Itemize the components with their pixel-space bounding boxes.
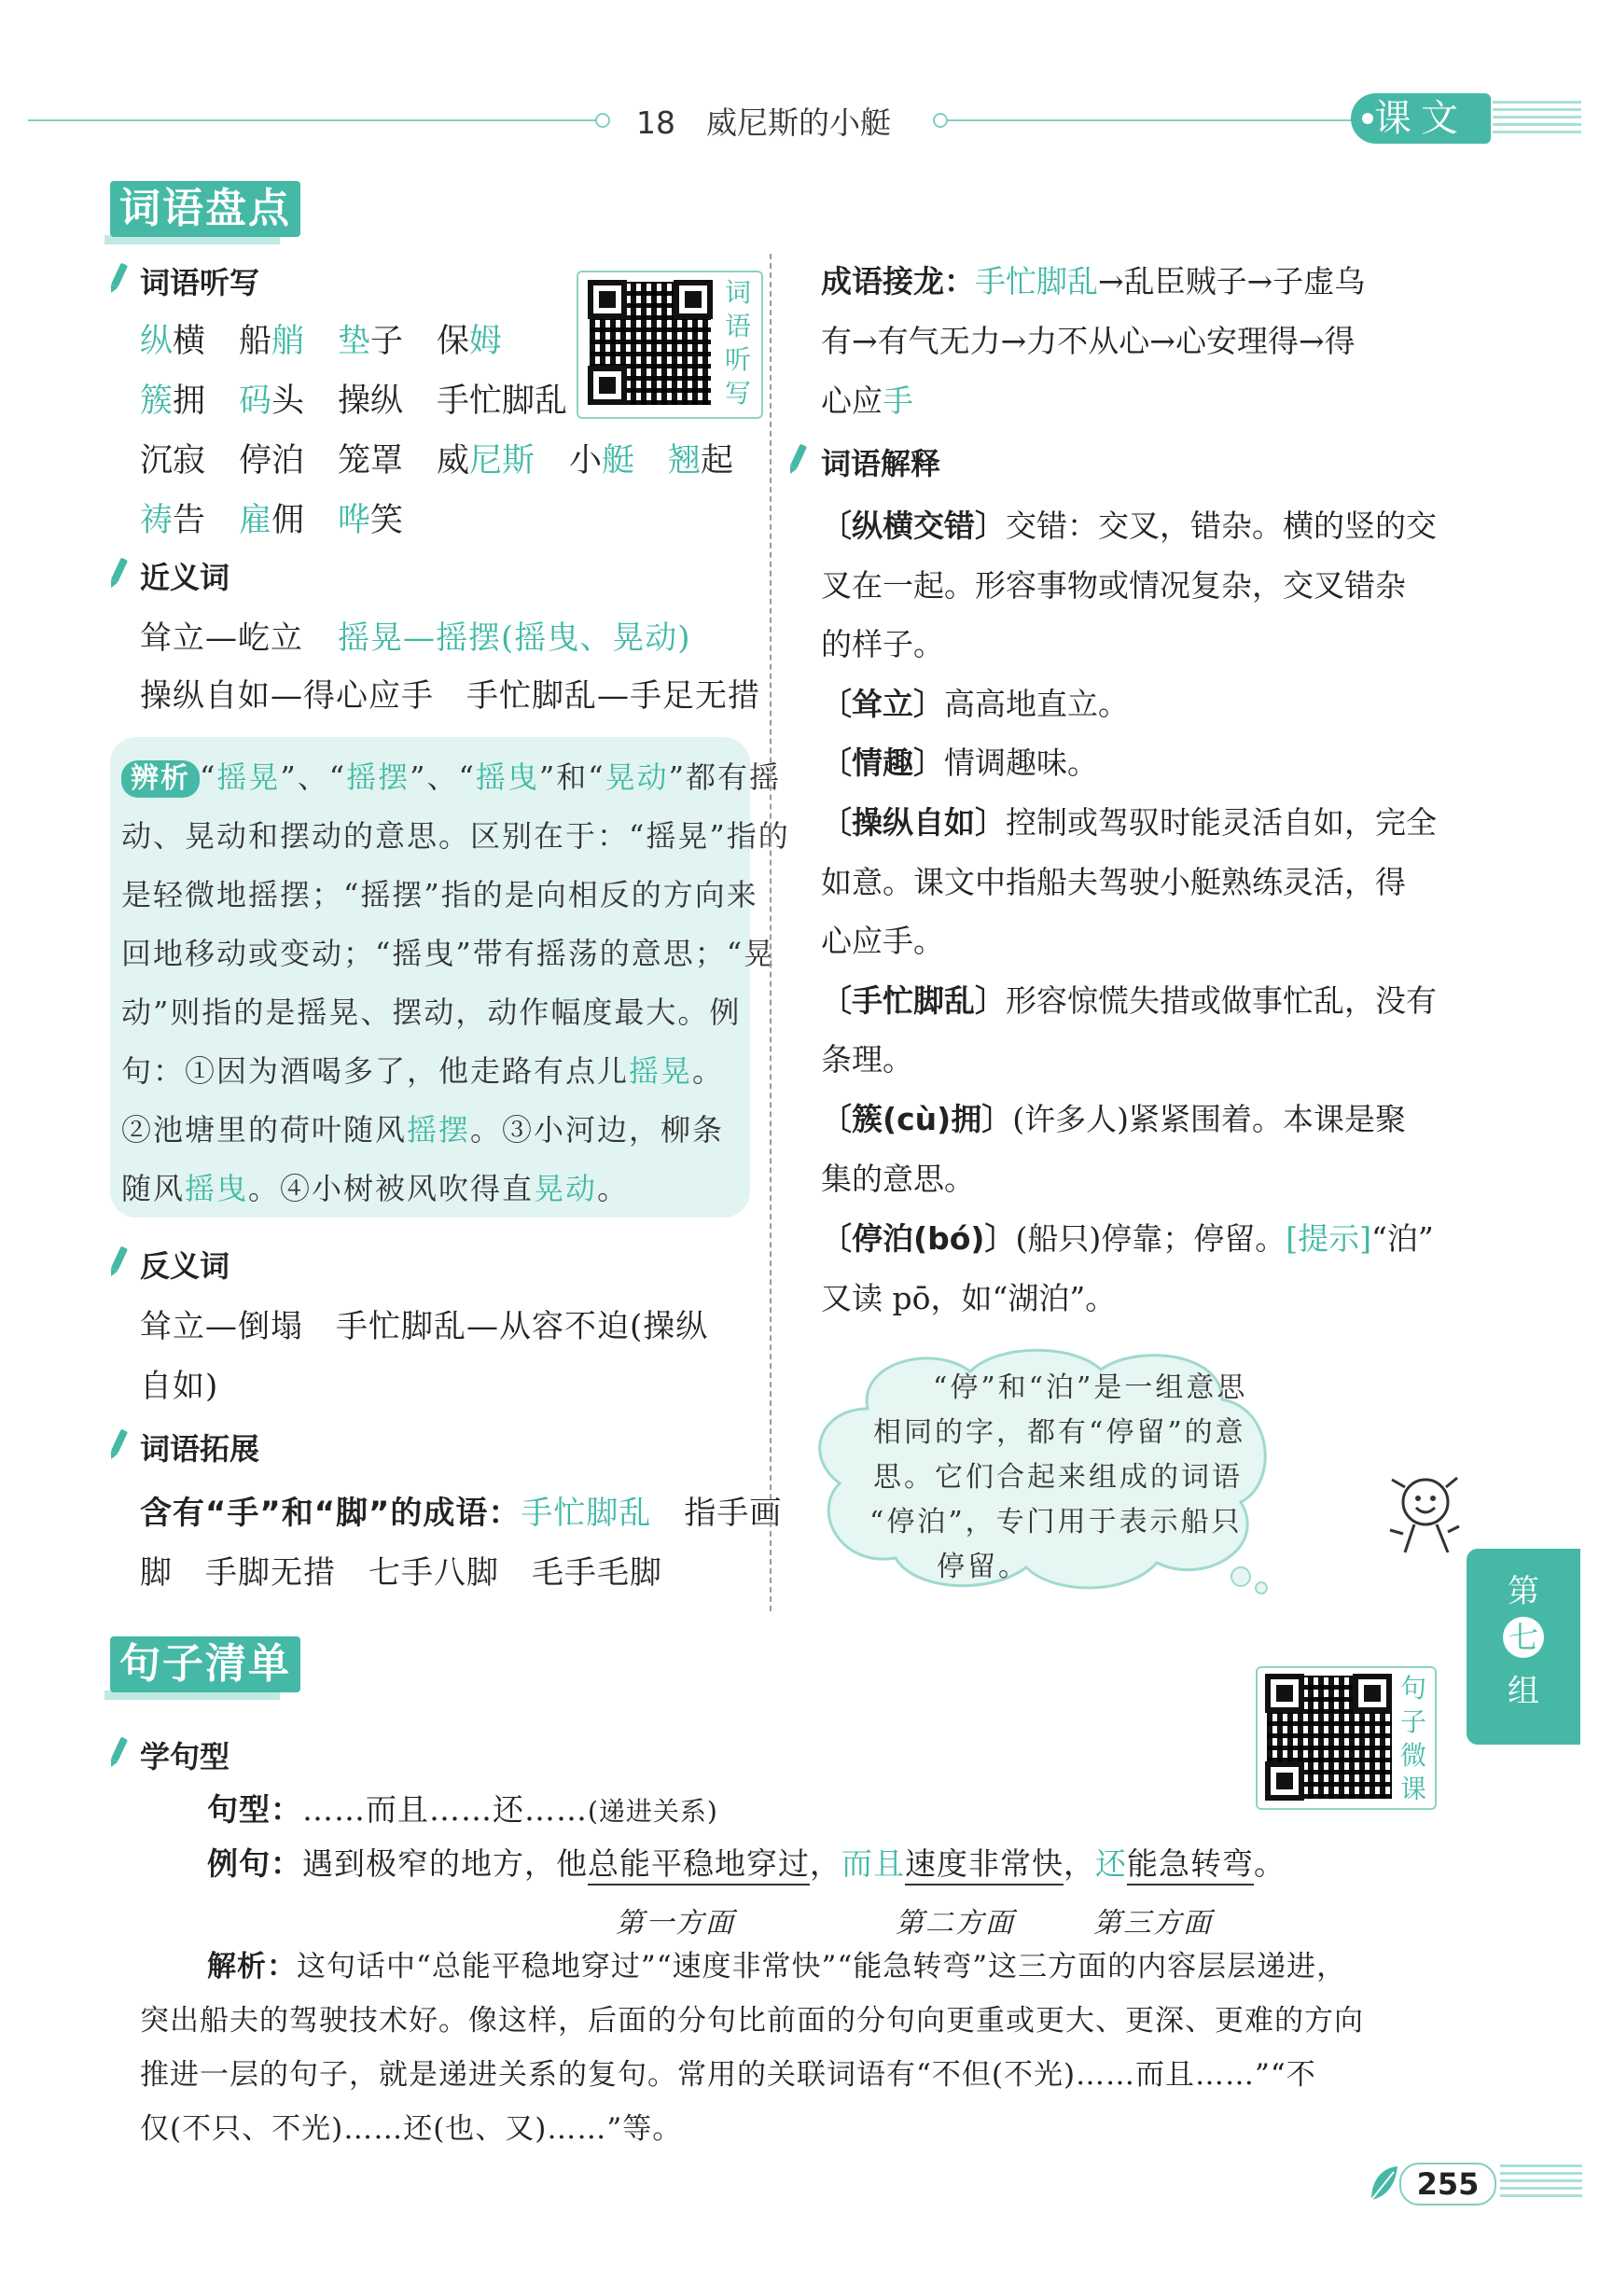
idiom-chain-tail: 心应	[821, 383, 883, 419]
analysis-label: 解析：	[207, 1950, 297, 1983]
smiley-mascot-icon	[1386, 1474, 1461, 1558]
analysis-line	[140, 2051, 1316, 2093]
example-underlined-1: 总能平稳地穿过	[588, 1845, 810, 1886]
explanation-text: (许多人)紧紧围着。本课是聚	[1012, 1101, 1406, 1137]
antonym-line: 耸立—倒塌 手忙脚乱—从容不迫(操纵	[140, 1308, 709, 1345]
dictation-word	[437, 435, 535, 481]
conjunction-2: 还	[1095, 1845, 1127, 1882]
explanation-text: 形容惊慌失措或做事忙乱，没有	[1006, 981, 1437, 1019]
header-rule-left	[28, 119, 597, 121]
qr-label-text: 句 子 微 课	[1399, 1673, 1426, 1804]
dictation-word	[338, 375, 403, 422]
header-dot-left	[595, 113, 610, 128]
word-part: 佣	[271, 502, 305, 539]
dictation-word	[140, 315, 205, 362]
hint-tag: [提示]	[1286, 1220, 1371, 1257]
sentence-banner: 句子清单	[110, 1636, 300, 1692]
explanation-text: 的样子。	[821, 626, 944, 663]
header-stripes	[1493, 101, 1581, 138]
explanation-text: 情调趣味。	[944, 744, 1098, 782]
word-part: 拥	[173, 383, 206, 420]
explanation-line	[821, 1155, 975, 1199]
dictation-word	[239, 375, 304, 422]
example-part: 遇到极窄的地方，他	[302, 1845, 588, 1882]
analysis-tag: 辨析	[121, 760, 200, 798]
dictation-word	[437, 375, 567, 422]
word-part: 手忙脚乱	[437, 383, 568, 420]
word-part: 威	[437, 442, 470, 480]
word-part: 小	[569, 442, 603, 480]
hint-text: “泊”	[1370, 1220, 1434, 1257]
pattern-text: ……而且……还……	[302, 1791, 588, 1828]
word-part-highlight: 簇	[140, 383, 174, 420]
word-part: 沉寂	[140, 442, 206, 480]
highlighted-word: 摇晃	[629, 1053, 693, 1089]
highlighted-word: 晃动	[534, 1171, 598, 1206]
cloud-line: “停泊”，专门用于表示船只	[869, 1506, 1243, 1538]
explanation-line	[821, 680, 1129, 724]
example-underlined-2: 速度非常快	[905, 1845, 1064, 1886]
explanation-term: 〔情趣〕	[821, 744, 944, 782]
word-part-highlight: 雇	[239, 502, 272, 539]
qr-finder	[1353, 1674, 1392, 1713]
explanation-term: 〔耸立〕	[821, 685, 944, 722]
dictation-word	[239, 315, 304, 362]
dictation-word	[668, 435, 733, 481]
column-divider	[770, 254, 772, 1611]
pencil-icon	[111, 1737, 128, 1762]
qr-finder	[1265, 1674, 1304, 1713]
cloud-line: 相同的字，都有“停留”的意	[873, 1416, 1246, 1449]
word-part: 告	[173, 502, 206, 539]
explanation-line	[821, 917, 944, 961]
analysis-line: 随风摇曳。④小树被风吹得直晃动。	[121, 1171, 630, 1206]
analysis-line: 辨析 “摇晃”、“摇摆”、“摇曳”和“晃动”都有摇	[121, 754, 781, 798]
explanation-line	[821, 977, 1437, 1021]
analysis-text: 推进一层的句子，就是递进关系的复句。常用的关联词语有“不但(不光)……而且……”“不	[140, 2058, 1316, 2092]
idiom-chain-rest: →乱臣贼子→子虚乌	[1098, 263, 1366, 299]
example-part: 。	[1254, 1845, 1286, 1882]
pattern-line	[207, 1786, 718, 1830]
analysis-line: 回地移动或变动；“摇曳”带有摇荡的意思；“晃	[121, 936, 776, 971]
pencil-icon	[111, 558, 128, 583]
example-part: ，	[810, 1845, 841, 1882]
explanation-text: 心应手。	[821, 923, 944, 960]
pattern-label: 句型：	[207, 1791, 302, 1828]
explanation-text: (船只)停靠；停留。	[1015, 1220, 1286, 1257]
explanation-line: 又读 pō，如“湖泊”。	[821, 1280, 1117, 1316]
expansion-rest: 指手画	[651, 1495, 783, 1532]
example-label: 例句：	[207, 1845, 302, 1882]
expansion-heading: 词语拓展	[140, 1431, 260, 1467]
side-tab-number: 七	[1503, 1617, 1544, 1658]
dictation-word	[338, 435, 403, 481]
idiom-chain-line: 有→有气无力→力不从心→心安理得→得	[821, 323, 1356, 359]
analysis-line: 动”则指的是摇晃、摆动，动作幅度最大。例	[121, 995, 742, 1030]
analysis-text: 这句话中“总能平稳地穿过”“速度非常快”“能急转弯”这三方面的内容层层递进，	[297, 1950, 1347, 1983]
side-tab-top: 第	[1508, 1573, 1539, 1610]
idiom-chain-label: 成语接龙：	[821, 263, 975, 299]
explanation-text: 高高地直立。	[944, 685, 1129, 722]
dictation-word	[437, 315, 502, 362]
analysis-line	[140, 1997, 1364, 2039]
analysis-line: 句：①因为酒喝多了，他走路有点儿摇晃。	[121, 1053, 725, 1089]
dictation-word	[140, 375, 205, 422]
word-part: 笼罩	[338, 442, 404, 480]
word-part-highlight: 尼斯	[469, 442, 535, 480]
expansion-label: 含有“手”和“脚”的成语：	[140, 1495, 521, 1532]
antonyms-heading: 反义词	[140, 1248, 230, 1284]
aspect-note-2: 第二方面	[896, 1907, 1015, 1940]
explanation-text: 条理。	[821, 1041, 913, 1078]
qr-label-text: 词 语 听 写	[724, 277, 751, 409]
example-underlined-3: 能急转弯	[1127, 1845, 1254, 1886]
analysis-line: 是轻微地摇摆；“摇摆”指的是向相反的方向来	[121, 877, 758, 912]
explain-heading: 词语解释	[821, 446, 941, 481]
explanation-line	[821, 502, 1437, 546]
qr-finder	[1265, 1761, 1304, 1801]
dictation-heading: 词语听写	[140, 265, 260, 300]
idiom-chain-start: 手忙脚乱	[975, 263, 1098, 299]
word-part: 笑	[370, 502, 404, 539]
qr-finder	[588, 366, 627, 405]
word-part: 停泊	[239, 442, 305, 480]
side-tab-bottom: 组	[1508, 1673, 1539, 1710]
word-part: 起	[701, 442, 734, 480]
word-part-highlight: 垫	[338, 323, 371, 360]
conjunction-1: 而且	[841, 1845, 905, 1882]
explanation-term: 〔操纵自如〕	[821, 804, 1006, 841]
explanation-line	[821, 1215, 1434, 1259]
word-part: 保	[437, 323, 470, 360]
analysis-text: 突出船夫的驾驶技术好。像这样，后面的分句比前面的分句向更重或更大、更深、更难的方向	[140, 2004, 1364, 2038]
word-part-highlight: 姆	[469, 323, 503, 360]
explanation-line	[821, 739, 1098, 783]
highlighted-word: 摇摆	[407, 1112, 471, 1148]
highlighted-word: 摇摆	[346, 759, 410, 795]
explanation-line	[821, 799, 1437, 842]
unit-side-tab	[1467, 1549, 1580, 1745]
pencil-icon	[111, 1246, 128, 1272]
explanation-term: 〔纵横交错〕	[821, 508, 1006, 544]
synonym-pair: 耸立—屹立	[140, 619, 303, 657]
explanation-line	[821, 1036, 913, 1079]
pencil-icon	[111, 263, 128, 288]
analysis-text: 仅(不只、不光)……还(也、又)……”等。	[140, 2112, 683, 2146]
badge-dot	[1362, 113, 1373, 124]
qr-finder	[588, 280, 627, 319]
word-part: 横	[173, 323, 206, 360]
example-line	[207, 1840, 1286, 1884]
word-part-highlight: 祷	[140, 502, 174, 539]
highlighted-word: 晃动	[605, 759, 669, 795]
section-badge: 课文	[1351, 93, 1491, 144]
pencil-icon	[790, 444, 807, 469]
dictation-word	[569, 435, 634, 481]
analysis-line	[140, 2105, 682, 2147]
word-part: 头	[271, 383, 305, 420]
aspect-note-3: 第三方面	[1093, 1907, 1213, 1940]
explanation-term: 〔簇(cù)拥〕	[821, 1101, 1013, 1137]
expansion-line	[140, 1487, 782, 1533]
explanation-text: 控制或驾驭时能灵活自如，完全	[1006, 804, 1437, 841]
synonym-pair-highlight: 摇晃—摇摆(摇曳、晃动)	[338, 619, 691, 657]
pattern-note: (递进关系)	[588, 1796, 718, 1827]
word-part-highlight: 艄	[271, 323, 305, 360]
word-part-highlight: 纵	[140, 323, 174, 360]
qr-finder	[674, 280, 713, 319]
explanation-line	[821, 858, 1406, 902]
dictation-word	[338, 494, 403, 541]
explanation-text: 集的意思。	[821, 1160, 975, 1197]
highlighted-word: 摇曳	[185, 1171, 249, 1206]
header-rule-right	[948, 119, 1358, 121]
footer-stripes	[1500, 2164, 1582, 2200]
lesson-title: 18 威尼斯的小艇	[636, 104, 891, 141]
analysis-line	[207, 1942, 1346, 1984]
explanation-line	[821, 620, 944, 664]
leaf-icon	[1366, 2163, 1403, 2204]
word-part-highlight: 艇	[602, 442, 635, 480]
explanation-term: 〔手忙脚乱〕	[821, 981, 1006, 1019]
explanation-line	[821, 1095, 1406, 1139]
dictation-word	[338, 315, 403, 362]
example-part: ，	[1064, 1845, 1095, 1882]
word-part: 操纵	[338, 383, 404, 420]
pencil-icon	[111, 1429, 128, 1454]
header-dot-right	[933, 113, 948, 128]
cloud-line: 停留。	[937, 1551, 1029, 1583]
word-part-highlight: 哗	[338, 502, 371, 539]
cloud-line: 思。它们合起来组成的词语	[873, 1461, 1243, 1494]
explanation-term: 〔停泊(bó)〕	[821, 1220, 1016, 1257]
synonyms-heading: 近义词	[140, 560, 230, 595]
vocabulary-banner: 词语盘点	[110, 181, 300, 237]
antonym-line: 自如)	[140, 1368, 219, 1405]
explanation-line	[821, 562, 1406, 605]
dictation-word	[140, 494, 205, 541]
analysis-line: 动、晃动和摆动的意思。区别在于：“摇晃”指的	[121, 818, 790, 854]
dictation-word	[140, 435, 205, 481]
synonym-line: 操纵自如—得心应手 手忙脚乱—手足无措	[140, 677, 760, 715]
idiom-chain-line	[821, 377, 913, 421]
explanation-text: 交错：交叉，错杂。横的竖的交	[1006, 508, 1437, 544]
word-part-highlight: 码	[239, 383, 272, 420]
word-part: 船	[239, 323, 272, 360]
dictation-word	[239, 435, 304, 481]
cloud-line: “停”和“泊”是一组意思	[933, 1371, 1248, 1404]
idiom-chain-end: 手	[883, 383, 913, 419]
word-part-highlight: 翘	[668, 442, 702, 480]
aspect-note-1: 第一方面	[616, 1907, 735, 1940]
page-number: 255	[1399, 2163, 1496, 2206]
idiom-chain-line	[821, 257, 1365, 301]
explanation-text: 叉在一起。形容事物或情况复杂，交叉错杂	[821, 566, 1406, 604]
explanation-text: 如意。课文中指船夫驾驶小艇熟练灵活，得	[821, 863, 1406, 900]
analysis-line: ②池塘里的荷叶随风摇摆。③小河边，柳条	[121, 1112, 725, 1148]
expansion-first: 手忙脚乱	[521, 1495, 652, 1532]
dictation-word	[239, 494, 304, 541]
sentence-pattern-heading: 学句型	[140, 1739, 230, 1774]
highlighted-word: 摇曳	[475, 759, 539, 795]
expansion-line: 脚 手脚无措 七手八脚 毛手毛脚	[140, 1554, 662, 1592]
highlighted-word: 摇晃	[216, 759, 281, 795]
word-part: 子	[370, 323, 404, 360]
